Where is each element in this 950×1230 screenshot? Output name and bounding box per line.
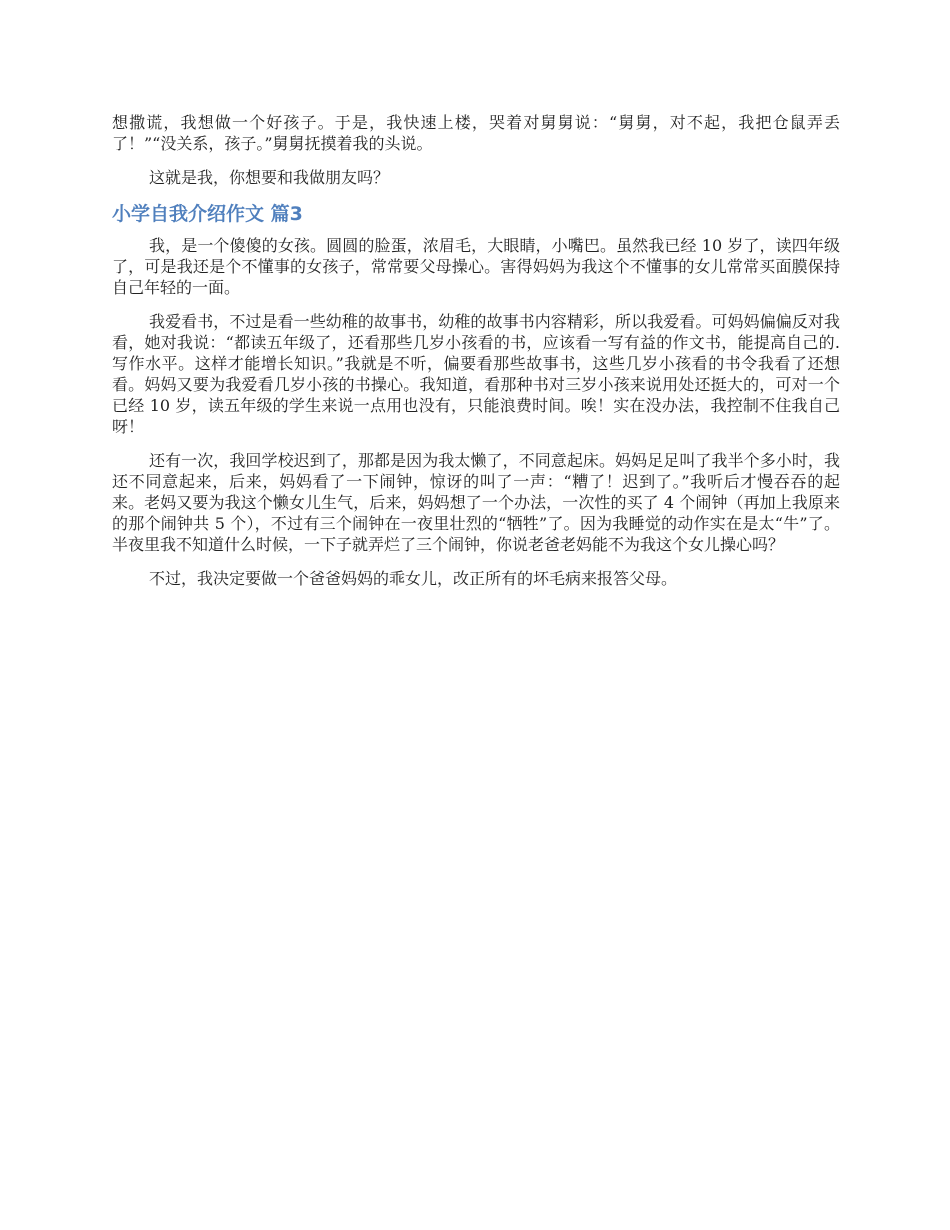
paragraph: 想撒谎，我想做一个好孩子。于是，我快速上楼，哭着对舅舅说：“舅舅，对不起，我把仓鼠弄丢了！”“没关系，孩子。”舅舅抚摸着我的头说。: [112, 113, 840, 153]
paragraph: 还有一次，我回学校迟到了，那都是因为我太懒了，不同意起床。妈妈足足叫了我半个多小时，我还不同意起来，后来，妈妈看了一下闹钟，惊讶的叫了一声：“糟了！迟到了。”我听后才慢吞吞的起来。老妈又要为我这个懒女儿生气，后来，妈妈想了一个办法，一次性的买了 4 个闹钟（再加上我原来的那个闹钟共 5 个），不过有三个闹钟在一夜里壮烈的“牺牲”了。因为我睡觉的动作实在是太“牛”了。半夜里我不知道什么时候，一下子就弄烂了三个闹钟，你说老爸老妈能不为我这个女儿操心吗？: [112, 451, 840, 554]
document-body: [112, 112, 840, 602]
paragraph: 我爱看书，不过是看一些幼稚的故事书，幼稚的故事书内容精彩，所以我爱看。可妈妈偏偏反对我看，她对我说：“都读五年级了，还看那些几岁小孩看的书，应该看一写有益的作文书，能提高自己的.写作水平。这样才能增长知识。”我就是不听，偏要看那些故事书，这些几岁小孩看的书令我看了还想看。妈妈又要为我爱看几岁小孩的书操心。我知道，看那种书对三岁小孩来说用处还挺大的，可对一个已经 10 岁，读五年级的学生来说一点用也没有，只能浪费时间。唉！实在没办法，我控制不住我自己呀！: [112, 312, 840, 436]
paragraph: 这就是我，你想要和我做朋友吗？: [149, 168, 390, 187]
paragraph: 不过，我决定要做一个爸爸妈妈的乖女儿，改正所有的坏毛病来报答父母。: [149, 569, 678, 588]
paragraph: 我，是一个傻傻的女孩。圆圆的脸蛋，浓眉毛，大眼睛，小嘴巴。虽然我已经 10 岁了，读四年级了，可是我还是个不懂事的女孩子，常常要父母操心。害得妈妈为我这个不懂事的女儿常常买面膜保持自己年轻的一面。: [112, 236, 840, 297]
section-heading: 小学自我介绍作文 篇3: [112, 203, 303, 225]
